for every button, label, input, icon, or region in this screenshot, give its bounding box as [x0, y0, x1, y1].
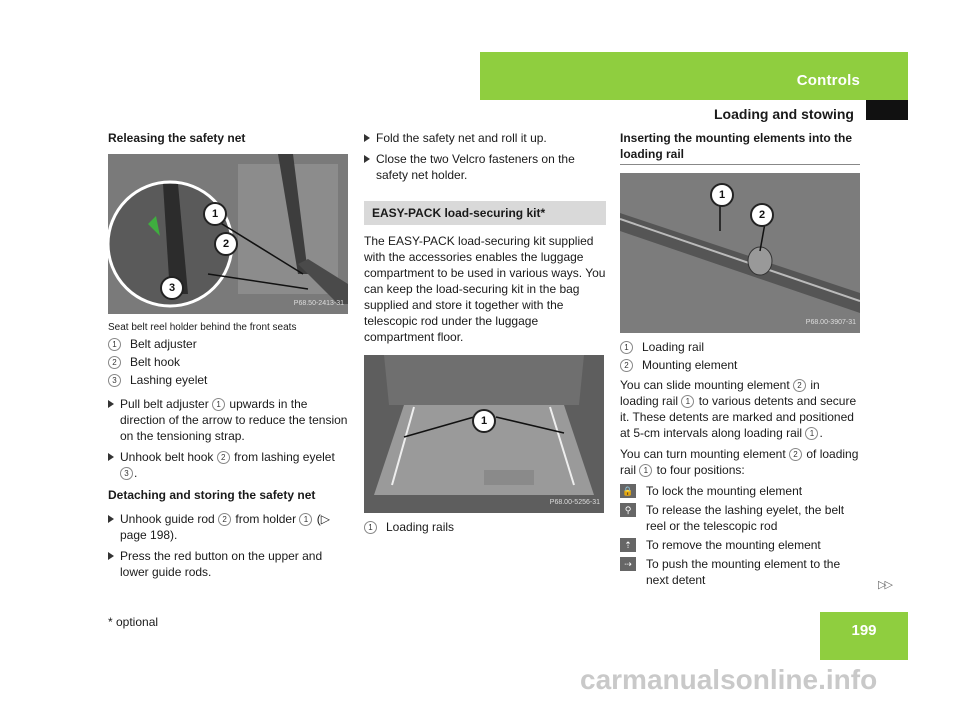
instruction-step: [108, 449, 350, 481]
remove-icon: ⇡: [620, 538, 636, 552]
chapter-tab: [480, 52, 908, 100]
photo-caption: Seat belt reel holder behind the front seats: [108, 322, 297, 333]
luggage-compartment-illustration: [364, 355, 604, 513]
step-text: upwards in the direction of the arrow to reduce the tension on the tensioning strap.: [120, 397, 348, 443]
step-text: Unhook belt hook: [120, 450, 217, 464]
ref-number: 3: [120, 467, 133, 480]
ref-number: 1: [681, 395, 694, 408]
page-number: 199: [851, 622, 877, 639]
mounting-paragraph-2: [620, 446, 860, 478]
easy-pack-paragraph: The EASY-PACK load-securing kit supplied with the accessories enables the luggage compartment to be used in various ways. You can keep the load-securing kit in the bag supplied and store it together with the telescopic rod under the luggage compartment floor.: [364, 234, 606, 344]
legend-text: Loading rails: [386, 520, 455, 534]
callout-1: 1: [710, 183, 734, 207]
legend-number: 3: [108, 374, 121, 387]
lock-icon: 🔒: [620, 484, 636, 498]
para-text: of loading rail: [620, 447, 859, 477]
legend-text: Mounting element: [642, 358, 738, 372]
para-text: to four positions:: [653, 463, 745, 477]
ref-number: 2: [789, 448, 802, 461]
para-text: You can turn mounting element: [620, 447, 790, 461]
legend-text: Loading rail: [642, 340, 705, 354]
seat-belt-reel-photo: [108, 154, 348, 314]
callout-2: 2: [750, 203, 774, 227]
push-icon: ⇢: [620, 557, 636, 571]
column-2: [364, 130, 606, 537]
heading-inserting-mounting-elements: Inserting the mounting elements into the loading rail: [620, 130, 860, 165]
photo-code: P68.00-5256-31: [549, 499, 600, 506]
position-text: To remove the mounting element: [646, 538, 821, 552]
para-text: in loading rail: [620, 378, 820, 408]
position-item: [620, 537, 860, 553]
para-text: .: [819, 426, 823, 440]
para-text: You can slide mounting element: [620, 378, 794, 392]
legend-item: [620, 339, 860, 355]
ref-number: 1: [299, 513, 312, 526]
legend-text: Lashing eyelet: [130, 373, 208, 387]
heading-detaching-safety-net: Detaching and storing the safety net: [108, 488, 316, 502]
page-reference-link: (▷ page 198).: [120, 512, 330, 542]
position-item: [620, 502, 860, 534]
para-text: to various detents and secure it. These detents are marked and positioned at 5-cm intervals along loading rail: [620, 394, 857, 440]
legend-number: 2: [108, 356, 121, 369]
section-marker: [866, 100, 908, 120]
loading-rails-photo: [364, 355, 604, 513]
continue-arrows-icon: ▷▷: [878, 579, 891, 591]
legend-item: [108, 354, 350, 370]
ref-number: 2: [793, 379, 806, 392]
step-text: from holder: [232, 512, 300, 526]
ref-number: 1: [639, 464, 652, 477]
legend-item: [108, 372, 350, 388]
legend-number: 1: [364, 521, 377, 534]
column-1: [108, 130, 350, 585]
instruction-step: [108, 396, 350, 444]
ref-number: 2: [218, 513, 231, 526]
legend-item: [620, 357, 860, 373]
step-text: Unhook guide rod: [120, 512, 219, 526]
legend-number: 1: [620, 341, 633, 354]
legend-text: Belt hook: [130, 355, 181, 369]
heading-releasing-safety-net: Releasing the safety net: [108, 131, 246, 145]
callout-1: 1: [472, 409, 496, 433]
eyelet-icon: ⚲: [620, 503, 636, 517]
instruction-step: [108, 511, 350, 543]
chapter-title: Controls: [796, 72, 860, 89]
loading-rail-illustration: [620, 173, 860, 333]
position-text: To lock the mounting element: [646, 484, 803, 498]
loading-rail-photo: [620, 173, 860, 333]
legend-text: Belt adjuster: [130, 337, 197, 351]
instruction-step: Press the red button on the upper and lower guide rods.: [108, 548, 350, 580]
ref-number: 1: [212, 398, 225, 411]
legend-item: [364, 519, 606, 535]
position-text: To push the mounting element to the next detent: [646, 557, 841, 587]
page-number-box: [820, 612, 908, 660]
position-item: [620, 483, 860, 499]
callout-2: 2: [214, 232, 238, 256]
ref-number: 2: [217, 451, 230, 464]
step-text: .: [134, 466, 138, 480]
position-item: [620, 556, 860, 588]
photo-code: P68.00-3907-31: [805, 319, 856, 326]
callout-3: 3: [160, 276, 184, 300]
position-text: To release the lashing eyelet, the belt reel or the telescopic rod: [646, 503, 845, 533]
footnote: * optional: [108, 615, 159, 629]
column-3: [620, 130, 860, 591]
mounting-paragraph-1: [620, 377, 860, 441]
legend-number: 1: [108, 338, 121, 351]
callout-1: 1: [203, 202, 227, 226]
step-text: Pull belt adjuster: [120, 397, 213, 411]
ref-number: 1: [805, 427, 818, 440]
instruction-step: Close the two Velcro fasteners on the safety net holder.: [364, 151, 606, 183]
section-box-title: EASY-PACK load-securing kit*: [364, 201, 606, 225]
photo-code: P68.50-2413-31: [293, 300, 344, 307]
step-text: from lashing eyelet: [230, 450, 335, 464]
instruction-step: Fold the safety net and roll it up.: [364, 130, 606, 146]
watermark: carmanualsonline.info: [580, 664, 878, 695]
legend-number: 2: [620, 359, 633, 372]
legend-item: [108, 336, 350, 352]
section-title: Loading and stowing: [714, 106, 854, 122]
